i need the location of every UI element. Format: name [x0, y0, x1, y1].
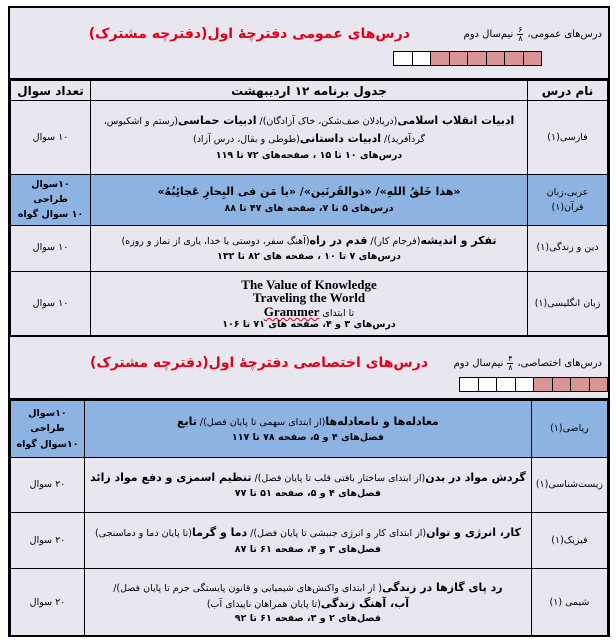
- subject: شیمی (۱): [531, 569, 607, 637]
- progress-box: [504, 51, 524, 66]
- semester: نیم‌سال دوم: [453, 358, 504, 369]
- table-row: [11, 569, 608, 637]
- question-count: ۲۰ سوال: [11, 458, 85, 513]
- fraction: [517, 26, 523, 43]
- topics: The Value of Knowledge Traveling the World تا ابتدای Grammer درس‌های ۳ و ۴، صفحه های ۷۱ تا ۱۰۶: [91, 271, 528, 337]
- subject: فیزیک(۱): [531, 513, 607, 569]
- subject: دین و زندگی(۱): [528, 225, 608, 271]
- progress-box: [533, 377, 553, 392]
- subject: عربی،زبان قرآن(۱): [528, 175, 608, 226]
- section-title: درس‌های عمومی دفترچهٔ اول(دفترچه مشترک): [88, 26, 410, 42]
- frac-den: ۸: [508, 363, 513, 372]
- progress-box: [589, 377, 609, 392]
- specialized-label: [454, 355, 602, 372]
- progress-box: [478, 377, 498, 392]
- progress-box: [523, 51, 543, 66]
- specialized-section: [8, 335, 610, 637]
- table-row: [11, 458, 608, 513]
- topics: تفکر و اندیشه(فرجام کار)/ قدم در راه(آهنگ سفر، دوستی با خدا، یاری از نماز و روزه) درس‌های ۷ تا ۱۰ ، صفحه های ۸۲ تا ۱۳۲: [91, 225, 528, 271]
- progress-box: [430, 51, 450, 66]
- progress-boxes: [394, 51, 542, 66]
- general-table: [10, 80, 608, 338]
- question-count: ۲۰ سوال: [11, 513, 85, 569]
- question-count: ۱۰سوال طراحی ۱۰سوال گواه: [11, 401, 85, 458]
- topics: «هذا خَلقُ اللهِ»/ «ذوالقَرنَین»/ «یا مَن فی البِحارِ عَجائِبُهُ» درس‌های ۵ تا ۷، صفحه های ۴۷ تا ۸۸: [91, 175, 528, 226]
- progress-box: [552, 377, 572, 392]
- table-row: [11, 401, 608, 458]
- progress-box: [570, 377, 590, 392]
- progress-box: [412, 51, 432, 66]
- question-count: ۱۰ سوال: [11, 101, 91, 175]
- frac-num: ۶: [518, 25, 523, 34]
- progress-box: [515, 377, 535, 392]
- table-row: [11, 271, 608, 337]
- semester: نیم‌سال دوم: [463, 29, 514, 40]
- table-row: [11, 175, 608, 226]
- subject: فارسی(۱): [528, 101, 608, 175]
- topics: کار، انرژی و توان(از ابتدای کار و انرژی جنبشی تا پایان فصل)/ دما و گرما(تا پایان دما و دماسنجی) فصل‌های ۳ و ۴، صفحه ۶۱ تا ۸۷: [85, 513, 532, 569]
- question-count: ۲۰ سوال: [11, 569, 85, 637]
- specialized-header: [10, 337, 608, 400]
- col-schedule: جدول برنامه ۱۲ اردیبهشت: [91, 81, 528, 101]
- table-row: [11, 101, 608, 175]
- frac-num: ۴: [508, 354, 513, 363]
- topics: ادبیات انقلاب اسلامی(دریادلان صف‌شکن، خاک آزادگان)/ ادبیات حماسی(رستم و اشکبوس، گردآفرید)/ ادبیات داستانی(طوطی و بقال، درس آزاد) درس‌های ۱۰ تا ۱۵ ، صفحه‌های ۷۲ تا ۱۱۹: [91, 101, 528, 175]
- topics: معادله‌ها و نامعادله‌ها(از ابتدای سهمی تا پایان فصل)/ تابع فصل‌های ۴ و ۵، صفحه ۷۸ تا ۱۱۷: [85, 401, 532, 458]
- topics: گردش مواد در بدن(از ابتدای ساختار بافتی قلب تا پایان فصل)/ تنظیم اسمزی و دفع مواد زائد فصل‌های ۴ و ۵، صفحه ۵۱ تا ۷۷: [85, 458, 532, 513]
- progress-boxes: [460, 377, 608, 392]
- question-count: ۱۰ سوال: [11, 271, 91, 337]
- question-count: ۱۰سوال طراحی ۱۰ سوال گواه: [11, 175, 91, 226]
- col-count: تعداد سوال: [11, 81, 91, 101]
- progress-box: [393, 51, 413, 66]
- frac-den: ۸: [518, 34, 523, 43]
- label-text: درس‌های اختصاصی،: [517, 358, 602, 369]
- progress-box: [467, 51, 487, 66]
- fraction: [507, 355, 513, 372]
- progress-box: [486, 51, 506, 66]
- table-row: [11, 225, 608, 271]
- col-subject: نام درس: [528, 81, 608, 101]
- section-title: درس‌های اختصاصی دفترچهٔ اول(دفترچه مشترک): [89, 355, 428, 371]
- label-text: درس‌های عمومی،: [527, 29, 602, 40]
- question-count: ۱۰ سوال: [11, 225, 91, 271]
- table-row: [11, 513, 608, 569]
- subject: ریاضی(۱): [531, 401, 607, 458]
- progress-box: [459, 377, 479, 392]
- progress-box: [496, 377, 516, 392]
- general-header: [10, 8, 608, 80]
- topics: رد پای گازها در زندگی( از ابتدای واکنش‌های شیمیایی و قانون پایستگی جرم تا پایان فصل)/ آب، آهنگ زندگی(تا پایان همراهان ناپیدای آب) فصل‌های ۲ و ۳، صفحه ۶۱ تا ۹۲: [85, 569, 532, 637]
- general-label: [464, 26, 602, 43]
- progress-box: [449, 51, 469, 66]
- specialized-table: [10, 400, 608, 637]
- general-section: [8, 6, 610, 337]
- subject: زبان انگلیسی(۱): [528, 271, 608, 337]
- subject: زیست‌شناسی(۱): [531, 458, 607, 513]
